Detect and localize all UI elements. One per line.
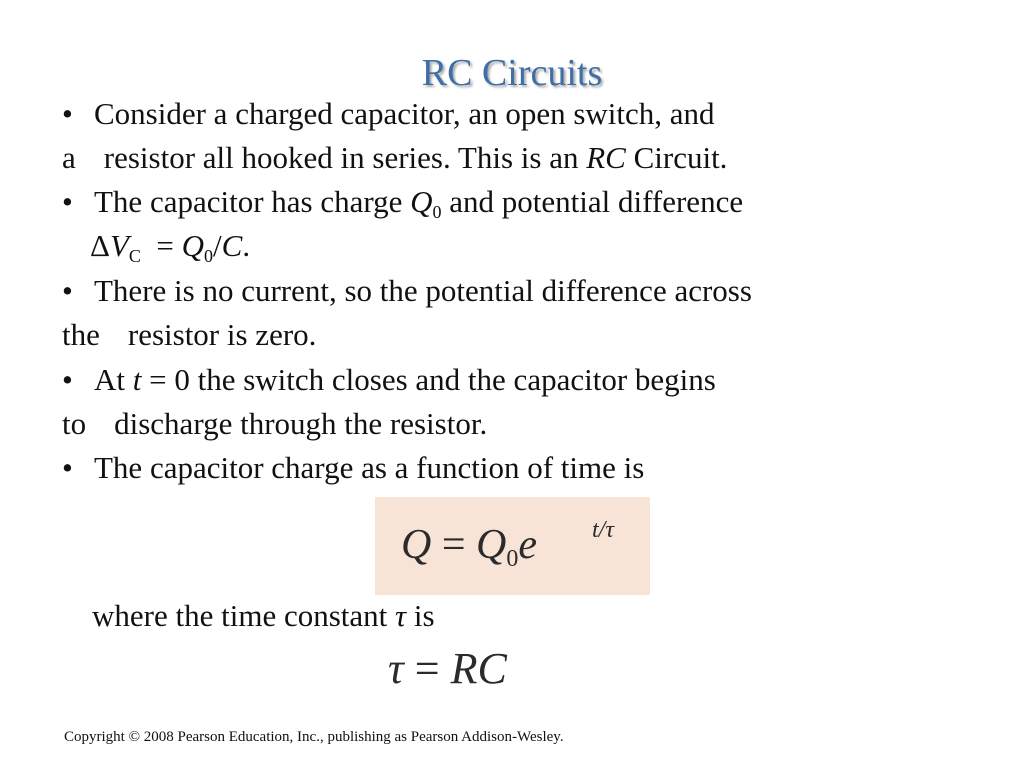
text-segment-italic: V (109, 228, 129, 263)
bullet-line-5 (62, 448, 644, 488)
text-segment: a (62, 140, 76, 175)
eq-symbol: Q (476, 522, 507, 568)
eq-symbol: e (518, 522, 538, 568)
continuation-line-8 (62, 404, 487, 444)
bullet-marker: • (62, 273, 73, 308)
eq-subscript: 0 (506, 546, 519, 572)
bullet-marker: • (62, 96, 73, 131)
text-segment: the (62, 317, 100, 352)
text-segment-italic: Q (181, 228, 205, 263)
copyright-footer: Copyright © 2008 Pearson Education, Inc., publishing as Pearson Addison-Wesley. (64, 729, 564, 745)
text-segment: discharge through the resistor. (114, 406, 488, 441)
eq-operator: = (431, 522, 477, 568)
text-segment: to (62, 406, 87, 441)
bullet-line-3 (62, 271, 752, 311)
subscript: 0 (432, 202, 442, 222)
eq-symbol: RC (450, 644, 507, 693)
bullet-line-2 (62, 182, 743, 232)
charge-equation (401, 521, 537, 573)
text-segment-italic: Q (410, 184, 433, 219)
text-segment: resistor is zero. (127, 317, 317, 352)
continuation-line-2 (62, 138, 727, 178)
text-segment: and potential difference (441, 184, 744, 219)
text-segment: Δ (90, 228, 110, 263)
charge-equation-box (375, 497, 650, 595)
subscript: C (128, 246, 141, 266)
text-segment: The capacitor charge as a function of time is (94, 450, 645, 485)
subscript: 0 (204, 246, 214, 266)
text-segment: / (213, 228, 222, 263)
text-segment: resistor all hooked in series. This is an (103, 140, 587, 175)
text-segment: There is no current, so the potential difference across (94, 273, 752, 308)
bullet-marker: • (62, 184, 73, 219)
time-constant-line (92, 596, 435, 636)
text-segment: = (140, 228, 182, 263)
continuation-line-6 (62, 315, 316, 355)
eq-operator: = (403, 644, 451, 693)
text-segment-italic: τ (395, 598, 407, 633)
bullet-line-1 (62, 94, 715, 134)
text-segment: Circuit. (625, 140, 728, 175)
eq-exponent: t/τ (592, 517, 614, 543)
time-constant-equation (388, 643, 507, 694)
slide-title: RC Circuits (421, 52, 603, 94)
eq-symbol: τ (388, 644, 404, 693)
text-segment-italic: t (132, 362, 142, 397)
bullet-marker: • (62, 450, 73, 485)
text-segment: The capacitor has charge (94, 184, 411, 219)
formula-line (90, 226, 250, 276)
text-segment-italic: C (221, 228, 243, 263)
bullet-line-4 (62, 360, 716, 400)
text-segment: = 0 the switch closes and the capacitor begins (141, 362, 716, 397)
text-segment-italic: RC (586, 140, 626, 175)
text-segment: At (94, 362, 133, 397)
text-segment: . (242, 228, 251, 263)
text-segment: where the time constant (92, 598, 396, 633)
eq-symbol: Q (401, 522, 432, 568)
bullet-marker: • (62, 362, 73, 397)
text-segment: Consider a charged capacitor, an open switch, and (94, 96, 715, 131)
text-segment: is (406, 598, 435, 633)
